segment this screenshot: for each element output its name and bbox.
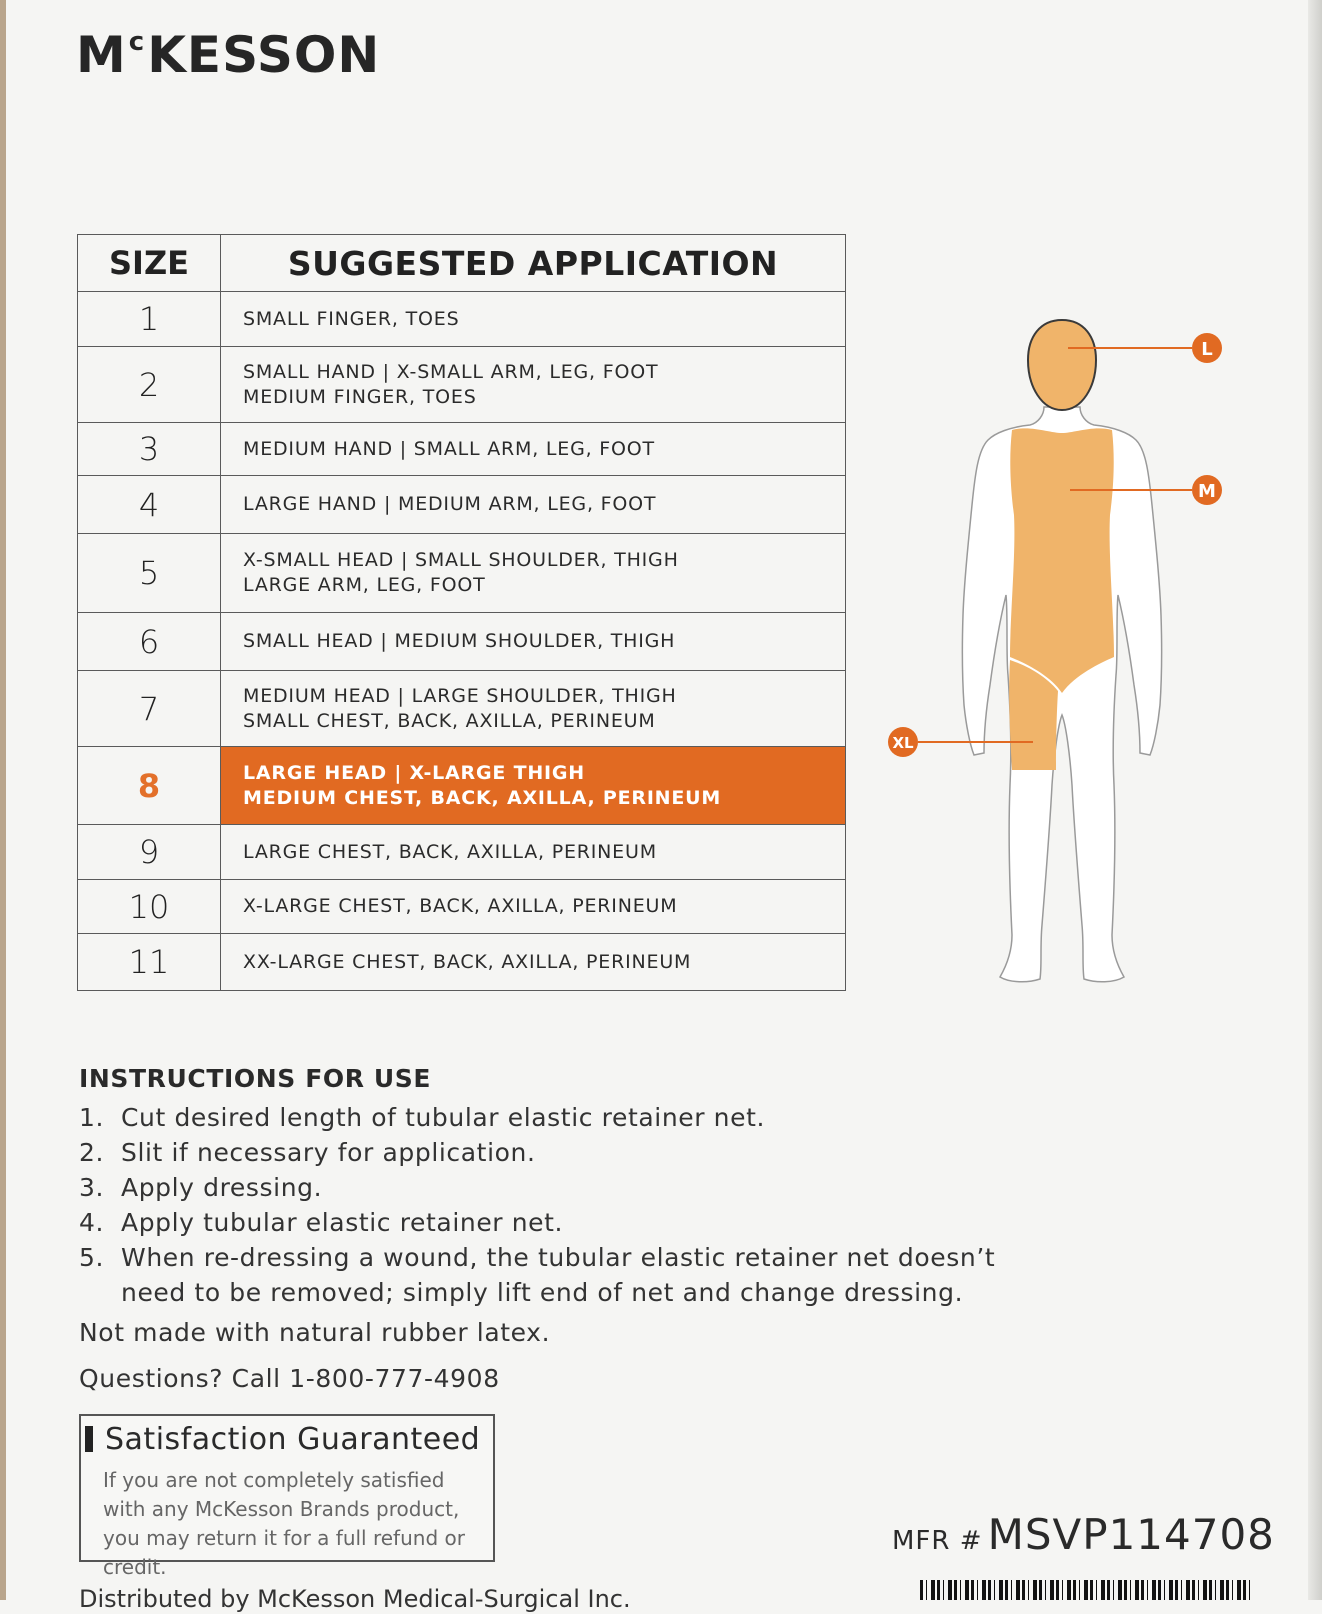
instructions-list: [79, 1100, 1039, 1310]
step-text: Slit if necessary for application.: [121, 1138, 536, 1167]
step-text: When re-dressing a wound, the tubular elastic retainer net doesn’t need to be removed; simply lift end of net and change dressing.: [121, 1243, 996, 1307]
step-text: Apply tubular elastic retainer net.: [121, 1208, 564, 1237]
step-number: 4.: [79, 1208, 105, 1237]
callout-label-head: L: [1201, 339, 1213, 360]
size-application: [221, 671, 846, 747]
application-line: LARGE ARM, LEG, FOOT: [243, 574, 486, 596]
header-size: SIZE: [78, 235, 221, 292]
size-number: 7: [78, 671, 221, 747]
size-row: [78, 613, 846, 671]
step-text: Cut desired length of tubular elastic retainer net.: [121, 1103, 766, 1132]
instruction-step: [79, 1170, 1039, 1205]
application-line: SMALL FINGER, TOES: [243, 307, 460, 330]
size-application: [221, 292, 846, 347]
callout-label-torso: M: [1198, 481, 1216, 502]
size-row: [78, 671, 846, 747]
application-line: MEDIUM FINGER, TOES: [243, 385, 477, 408]
size-application: [221, 423, 846, 476]
instruction-step: [79, 1240, 1039, 1310]
application-line: MEDIUM CHEST, BACK, AXILLA, PERINEUM: [243, 786, 722, 809]
instruction-step: [79, 1135, 1039, 1170]
size-number: 10: [78, 880, 221, 934]
header-application: SUGGESTED APPLICATION: [221, 235, 846, 292]
size-number: 11: [78, 934, 221, 991]
box-right-edge: [1308, 0, 1322, 1600]
step-text: Apply dressing.: [121, 1173, 323, 1202]
instruction-step: [79, 1100, 1039, 1135]
callout-label-thigh: XL: [892, 734, 914, 752]
body-diagram: [892, 315, 1260, 1015]
mfr-label: MFR #: [892, 1526, 983, 1556]
size-application: [221, 476, 846, 534]
step-number: 3.: [79, 1173, 105, 1202]
mfr-value: MSVP114708: [987, 1510, 1275, 1559]
size-number: 5: [78, 534, 221, 613]
application-line: X-LARGE CHEST, BACK, AXILLA, PERINEUM: [243, 895, 678, 917]
size-number: 4: [78, 476, 221, 534]
application-line: MEDIUM HAND | SMALL ARM, LEG, FOOT: [243, 437, 655, 460]
size-number: 9: [78, 825, 221, 880]
size-row: [78, 292, 846, 347]
application-line: LARGE HAND | MEDIUM ARM, LEG, FOOT: [243, 493, 657, 515]
size-row: [78, 476, 846, 534]
size-application: [221, 880, 846, 934]
size-row: [78, 880, 846, 934]
size-table-header: [78, 235, 846, 292]
size-number: 1: [78, 292, 221, 347]
size-application: [221, 534, 846, 613]
application-line: LARGE CHEST, BACK, AXILLA, PERINEUM: [243, 840, 657, 863]
torso-fill: [1010, 428, 1114, 693]
instruction-step: [79, 1205, 1039, 1240]
size-number: 3: [78, 423, 221, 476]
size-row: [78, 934, 846, 991]
size-application: [221, 347, 846, 423]
guarantee-body: If you are not completely satisfied with any McKesson Brands product, you may return it for a full refund or credit.: [103, 1468, 465, 1579]
size-row: [78, 747, 846, 825]
application-line: X-SMALL HEAD | SMALL SHOULDER, THIGH: [243, 549, 679, 571]
application-line: SMALL HAND | X-SMALL ARM, LEG, FOOT: [243, 360, 659, 383]
box-left-edge: [0, 0, 6, 1600]
application-line: SMALL HEAD | MEDIUM SHOULDER, THIGH: [243, 630, 676, 652]
distributed-by-text: Distributed by McKesson Medical-Surgical Inc.: [79, 1585, 631, 1613]
barcode: [920, 1580, 1250, 1600]
latex-note: Not made with natural rubber latex.: [79, 1318, 551, 1347]
head-fill: [1028, 320, 1096, 410]
size-application: [221, 934, 846, 991]
step-number: 1.: [79, 1103, 105, 1132]
size-application: [221, 747, 846, 825]
size-row: [78, 423, 846, 476]
size-row: [78, 825, 846, 880]
size-application: [221, 825, 846, 880]
brand-logo: $M^cKESSON$: [76, 26, 381, 84]
size-number: 6: [78, 613, 221, 671]
size-number: 8: [78, 747, 221, 825]
size-application: [221, 613, 846, 671]
application-line: MEDIUM HEAD | LARGE SHOULDER, THIGH: [243, 684, 677, 707]
guarantee-title: Satisfaction Guaranteed: [105, 1422, 481, 1457]
step-number: 2.: [79, 1138, 105, 1167]
application-line: SMALL CHEST, BACK, AXILLA, PERINEUM: [243, 709, 656, 732]
satisfaction-guarantee-box: [79, 1414, 495, 1579]
application-line: XX-LARGE CHEST, BACK, AXILLA, PERINEUM: [243, 950, 692, 973]
size-row: [78, 534, 846, 613]
size-table: [77, 234, 846, 991]
size-number: 2: [78, 347, 221, 423]
step-number: 5.: [79, 1243, 105, 1272]
mfr-number: [892, 1510, 1275, 1559]
guarantee-bar-mark: [85, 1426, 93, 1452]
questions-phone: Questions? Call 1-800-777-4908: [79, 1364, 500, 1393]
size-row: [78, 347, 846, 423]
instructions-title: INSTRUCTIONS FOR USE: [79, 1064, 432, 1093]
application-line: LARGE HEAD | X-LARGE THIGH: [243, 761, 585, 784]
